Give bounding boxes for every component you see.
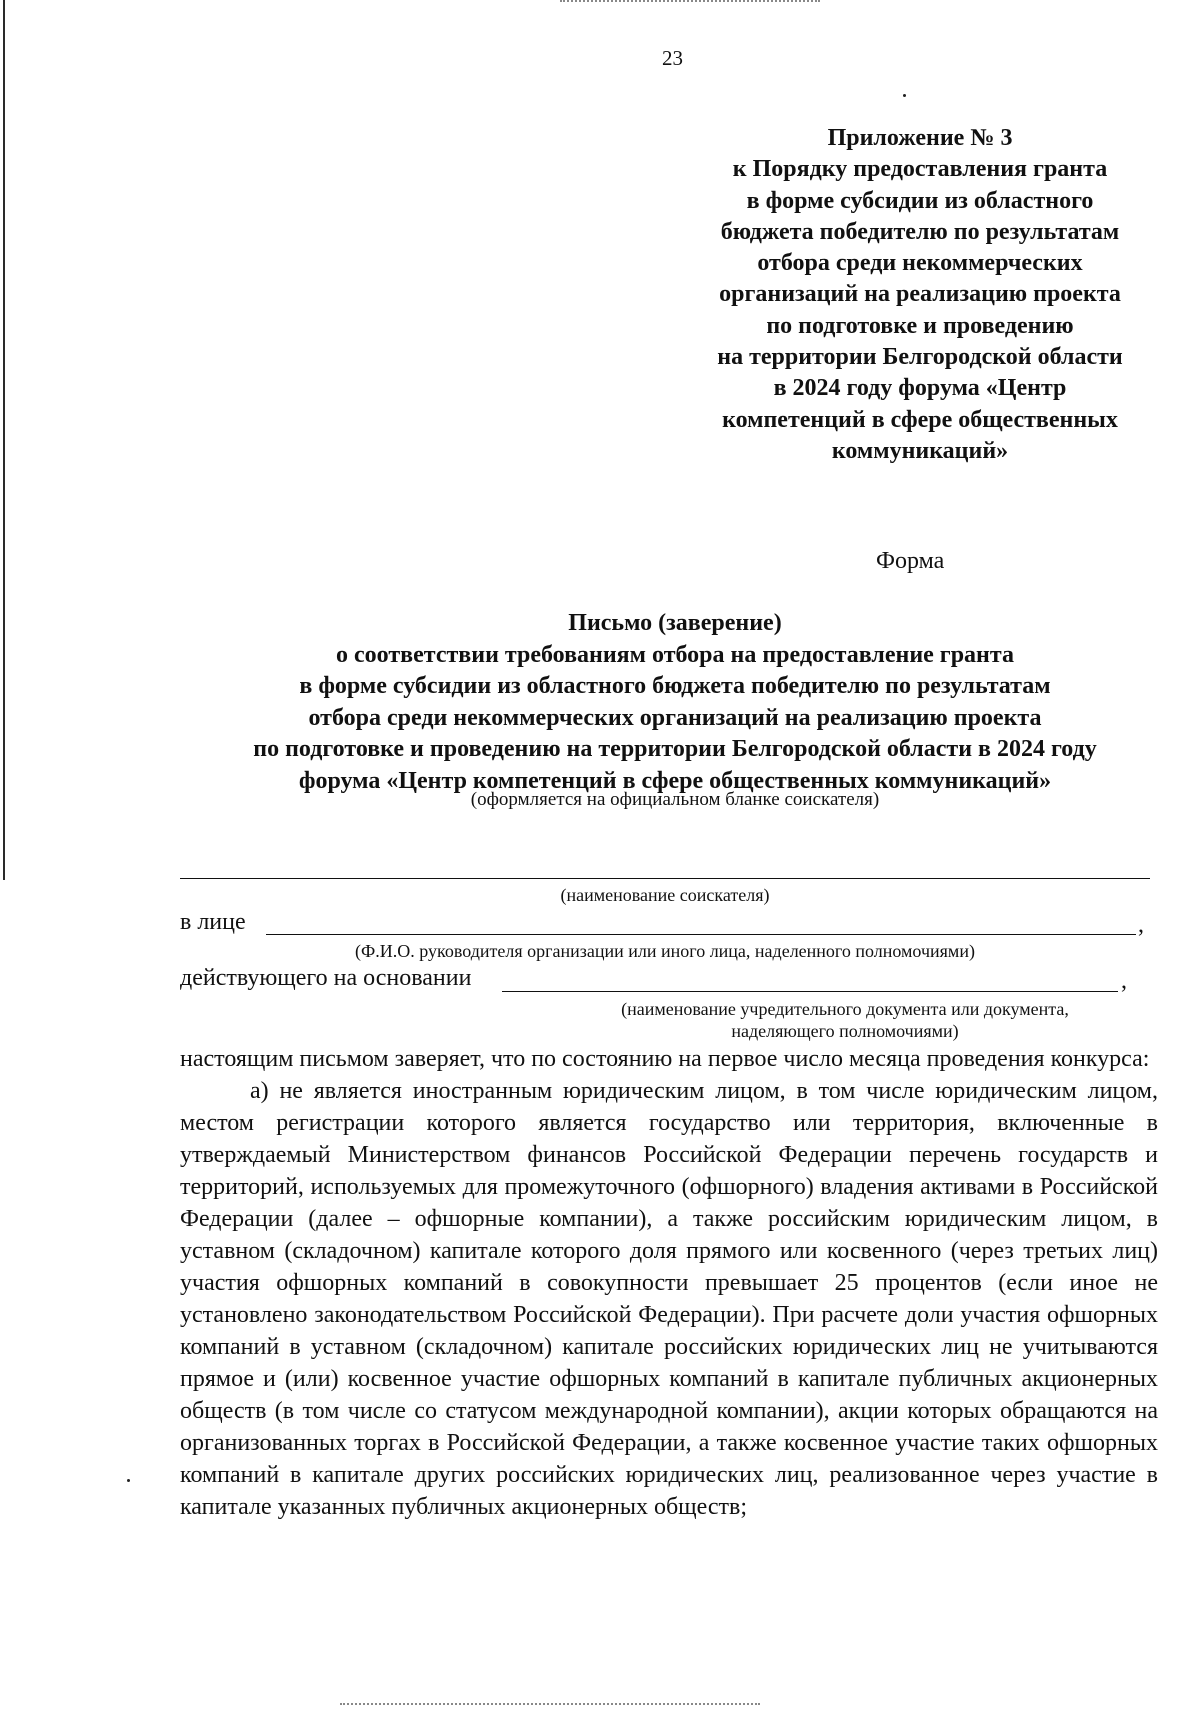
letter-title-line: в форме субсидии из областного бюджета победителю по результатам <box>299 673 1051 700</box>
scan-speck <box>903 94 906 97</box>
letter-title <box>170 608 1180 798</box>
basis-document-line[interactable] <box>502 991 1118 992</box>
appendix-line: организаций на реализацию проекта <box>719 281 1121 308</box>
appendix-line: на территории Белгородской области <box>717 344 1123 371</box>
page-number: 23 <box>662 46 683 70</box>
appendix-line: по подготовке и проведению <box>766 312 1074 339</box>
letter-title-line: Письмо (заверение) <box>568 610 782 636</box>
person-label: в лице <box>180 909 246 935</box>
appendix-line: отбора среди некоммерческих <box>757 250 1083 277</box>
letter-subtitle: (оформляется на официальном бланке соискателя) <box>470 789 880 810</box>
person-comma: , <box>1138 912 1144 938</box>
applicant-name-line[interactable] <box>180 878 1150 879</box>
appendix-line: бюджета победителю по результатам <box>720 218 1120 245</box>
basis-caption-1: (наименование учредительного документа или документа, <box>621 999 1069 1019</box>
letter-title-line: по подготовке и проведению на территории Белгородской области в 2024 году <box>253 736 1097 763</box>
letter-body <box>180 1043 1158 1523</box>
basis-caption-2: наделяющего полномочиями) <box>731 1021 959 1041</box>
body-intro: настоящим письмом заверяет, что по состоянию на первое число месяца проведения конкурса: <box>180 1046 1150 1072</box>
appendix-line: в 2024 году форума «Центр <box>773 375 1067 402</box>
appendix-line: в форме субсидии из областного <box>746 187 1094 214</box>
letter-title-line: о соответствии требованиям отбора на предоставление гранта <box>336 641 1014 668</box>
scan-artifact-bottom <box>340 1703 760 1707</box>
letter-title-line: форума «Центр компетенций в сфере общественных коммуникаций» <box>298 767 1052 794</box>
appendix-line: к Порядку предоставления гранта <box>732 156 1108 183</box>
form-label: Форма <box>876 548 945 574</box>
letter-title-line: отбора среди некоммерческих организаций на реализацию проекта <box>308 704 1042 731</box>
body-item-a: а) не является иностранным юридическим лицом, в том числе юридическим лицом, местом регистрации которого является государство или территория, включенные в утверждаемый Министерством финансов Российской Федерации перечень государств и территорий, используемых для промежуточного (офшорного) владения активами в Российской Федерации (далее – офшорные компании), а также российским юридическим лицом, в уставном (складочном) капитале которого доля прямого или косвенного (через третьих лиц) участия офшорных компаний в совокупности превышает 25 процентов (если иное не установлено законодательством Российской Федерации). При расчете доли участия офшорных компаний в уставном (складочном) капитале российских юридических лиц не учитываются прямое и (или) косвенное участие офшорных компаний в капитале публичных акционерных обществ (в том числе со статусом международной компании), акции которых обращаются на организованных торгах в Российской Федерации, а также косвенное участие таких офшорных компаний в капитале других российских юридических лиц, реализованное через участие в капитале указанных публичных акционерных обществ; <box>180 1078 1158 1520</box>
basis-comma: , <box>1121 968 1127 994</box>
person-name-line[interactable] <box>266 934 1136 935</box>
applicant-caption: (наименование соискателя) <box>560 885 770 905</box>
basis-label: действующего на основании <box>180 965 472 991</box>
appendix-line: коммуникаций» <box>831 437 1009 464</box>
scan-edge <box>3 0 5 880</box>
appendix-line: Приложение № 3 <box>827 125 1013 151</box>
scan-speck <box>127 1479 130 1482</box>
person-caption: (Ф.И.О. руководителя организации или иного лица, наделенного полномочиями) <box>355 941 975 961</box>
appendix-header <box>690 123 1150 467</box>
appendix-line: компетенций в сфере общественных <box>722 406 1118 433</box>
scan-artifact-top <box>560 0 820 4</box>
